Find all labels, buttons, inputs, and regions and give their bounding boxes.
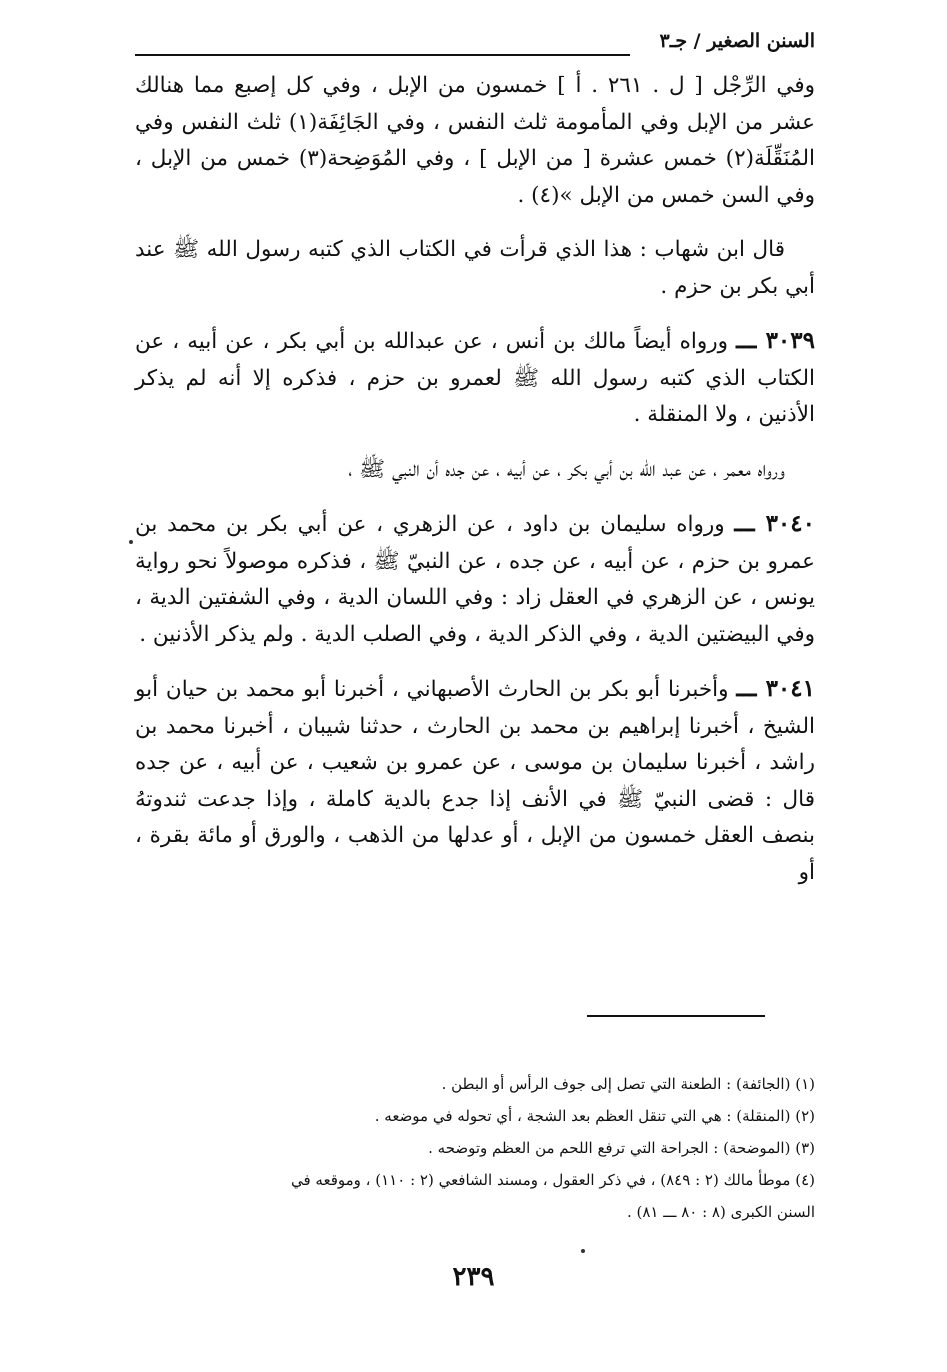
running-header bbox=[135, 28, 815, 64]
paragraph-2 bbox=[135, 232, 815, 305]
footnote-3-text: (٣) (الموضحة) : الجراحة التي ترفع اللحم من العظم وتوضحه . bbox=[428, 1139, 815, 1157]
header-title: السنن الصغير / جـ٣ bbox=[659, 30, 815, 52]
paragraph-4-text: ورواه معمر ، عن عبد الله بن أبي بكر ، عن أبيه ، عن جده أن النبي ﷺ ، bbox=[348, 456, 785, 482]
footnote-2 bbox=[135, 1100, 815, 1132]
hadith-3040-text: ورواه سليمان بن داود ، عن الزهري ، عن أبي بكر بن محمد بن عمرو بن حزم ، عن أبيه ، عن جده ، عن النبيّ ﷺ ، فذكره موصولاً نحو رواية يونس ، عن الزهري في العقل زاد : وفي اللسان الدية ، وفي الشفتين الدية ، وفي البيضتين الدية ، وفي الذكر الدية ، وفي الصلب الدية . ولم يذكر الأذنين . bbox=[135, 512, 815, 647]
footnote-rule bbox=[587, 1015, 765, 1017]
scan-speck bbox=[581, 1249, 585, 1253]
paragraph-1 bbox=[135, 68, 815, 214]
paragraph-2-text: قال ابن شهاب : هذا الذي قرأت في الكتاب الذي كتبه رسول الله ﷺ عند أبي بكر بن حزم . bbox=[135, 237, 815, 299]
footnote-2-text: (٢) (المنقلة) : هي التي تنقل العظم بعد الشجة ، أي تحوله في موضعه . bbox=[374, 1107, 815, 1125]
footnote-1-text: (١) (الجائفة) : الطعنة التي تصل إلى جوف الرأس أو البطن . bbox=[441, 1075, 815, 1093]
hadith-3041 bbox=[135, 671, 815, 891]
hadith-number: ٣٠٣٩ ـــ bbox=[736, 327, 815, 354]
hadith-number: ٣٠٤١ ـــ bbox=[736, 675, 815, 702]
scan-speck bbox=[129, 540, 133, 544]
paragraph-1-text: وفي الرِّجْل [ ل . ٢٦١ . أ ] خمسون من الإبل ، وفي كل إصبع مما هنالك عشر من الإبل وفي المأمومة ثلث النفس ، وفي الجَائِفَة(١) ثلث النفس وفي المُنَقِّلَة(٢) خمس عشرة [ من الإبل ] ، وفي المُوَضِحة(٣) خمس من الإبل ، وفي السن خمس من الإبل »(٤) . bbox=[135, 73, 815, 208]
hadith-3040 bbox=[135, 506, 815, 653]
hadith-number: ٣٠٤٠ ـــ bbox=[734, 510, 815, 537]
footnotes bbox=[135, 1068, 815, 1228]
footnote-1 bbox=[135, 1068, 815, 1100]
hadith-3039-text: ورواه أيضاً مالك بن أنس ، عن عبدالله بن أبي بكر ، عن أبيه ، عن الكتاب الذي كتبه رسول الله ﷺ لعمرو بن حزم ، فذكره إلا أنه لم يذكر الأذنين ، ولا المنقلة . bbox=[135, 329, 815, 427]
paragraph-4 bbox=[135, 452, 815, 489]
hadith-3039 bbox=[135, 323, 815, 434]
footnote-4-text: (٤) موطأ مالك (٢ : ٨٤٩) ، في ذكر العقول ، ومسند الشافعي (٢ : ١١٠) ، وموقعه في bbox=[290, 1171, 815, 1189]
footnote-3 bbox=[135, 1132, 815, 1164]
footnote-4-continuation: السنن الكبرى (٨ : ٨٠ ـــ ٨١) . bbox=[626, 1203, 815, 1221]
hadith-3041-text: وأخبرنا أبو بكر بن الحارث الأصبهاني ، أخبرنا أبو محمد بن حيان أبو الشيخ ، أخبرنا إبراهيم بن محمد بن الحارث ، حدثنا شيبان ، أخبرنا محمد بن راشد ، أخبرنا سليمان بن موسى ، عن عمرو بن شعيب ، عن أبيه ، عن جده قال : قضى النبيّ ﷺ في الأنف إذا جدع بالدية كاملة ، وإذا جدعت ثندوتهُ بنصف العقل خمسون من الإبل ، أو عدلها من الذهب ، والورق أو مائة بقرة ، أو bbox=[135, 677, 815, 885]
footnote-4 bbox=[135, 1164, 815, 1228]
body-text bbox=[135, 68, 815, 891]
page-number: ٢٣٩ bbox=[452, 1262, 495, 1292]
header-rule bbox=[135, 54, 630, 56]
